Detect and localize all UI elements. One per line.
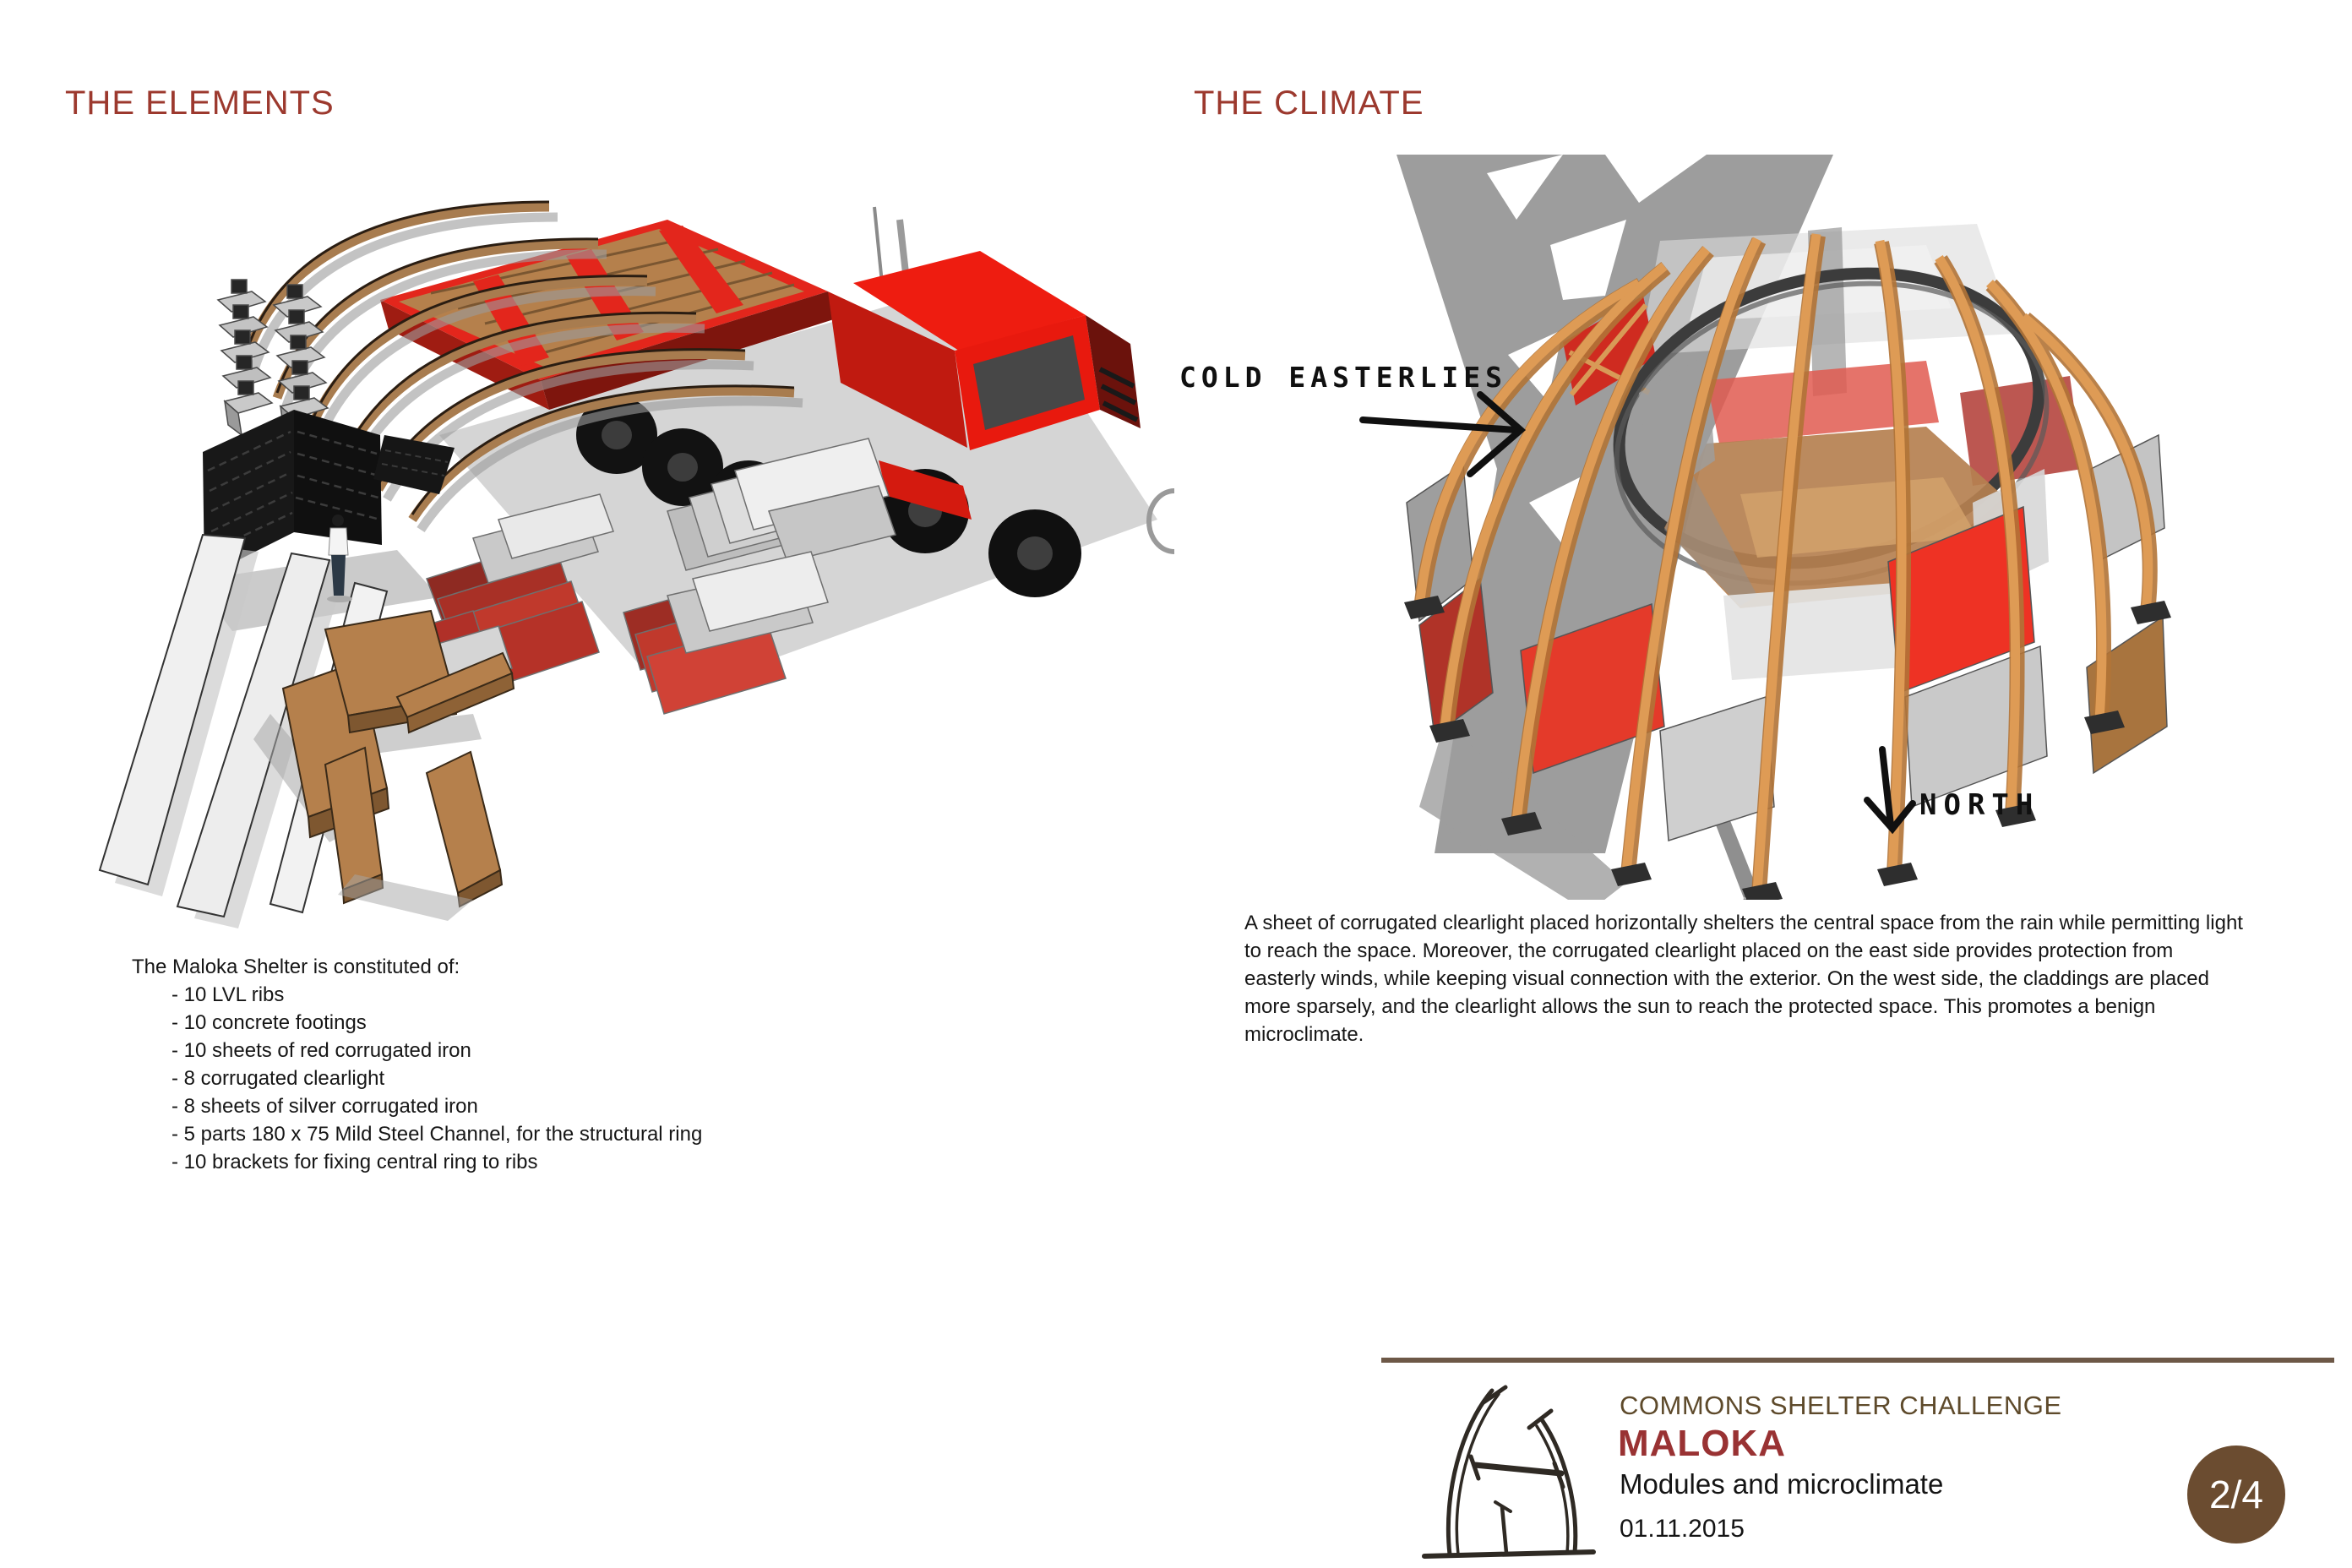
wind-annotation: COLD EASTERLIES bbox=[1179, 361, 1508, 394]
climate-illustration bbox=[1166, 139, 2230, 900]
footer-subtitle: Modules and microclimate bbox=[1620, 1468, 1944, 1500]
elements-heading: THE ELEMENTS bbox=[65, 84, 335, 122]
list-item: - 10 brackets for fixing central ring to ribs bbox=[172, 1151, 538, 1173]
shelter-sketch-icon bbox=[1418, 1375, 1599, 1565]
footer-date: 01.11.2015 bbox=[1620, 1515, 1745, 1543]
elements-illustration bbox=[76, 156, 1183, 959]
elements-list bbox=[132, 953, 702, 1176]
list-item: - 10 LVL ribs bbox=[172, 983, 285, 1006]
list-item: - 10 concrete footings bbox=[172, 1011, 367, 1034]
list-item: - 8 sheets of silver corrugated iron bbox=[172, 1095, 478, 1118]
list-item: - 10 sheets of red corrugated iron bbox=[172, 1039, 471, 1062]
footer-competition: COMMONS SHELTER CHALLENGE bbox=[1620, 1391, 2062, 1420]
page-indicator: 2/4 bbox=[2209, 1473, 2263, 1516]
page-indicator-badge bbox=[2187, 1446, 2285, 1544]
climate-illustration-svg bbox=[1166, 139, 2230, 900]
climate-paragraph: A sheet of corrugated clearlight placed horizontally shelters the central space from the rain while permitting light to reach the space. Moreover, the corrugated clearlight placed on the east side provides protection from easterly winds, while keeping visual connection with the exterior. On the west side, the claddings are placed more sparsely, and the clearlight allows the sun to reach the protected space. This promotes a benign microclimate. bbox=[1244, 912, 2243, 1046]
footer-logo bbox=[1418, 1375, 1599, 1565]
climate-heading: THE CLIMATE bbox=[1194, 84, 1424, 122]
list-item: - 8 corrugated clearlight bbox=[172, 1067, 385, 1090]
footer-project-title: MALOKA bbox=[1618, 1423, 1787, 1464]
footer-divider bbox=[1381, 1358, 2334, 1363]
north-annotation: NORTH bbox=[1919, 788, 2040, 822]
elements-illustration-svg bbox=[76, 156, 1183, 959]
list-item: - 5 parts 180 x 75 Mild Steel Channel, for the structural ring bbox=[172, 1123, 703, 1146]
elements-list-intro: The Maloka Shelter is constituted of: bbox=[132, 956, 460, 978]
